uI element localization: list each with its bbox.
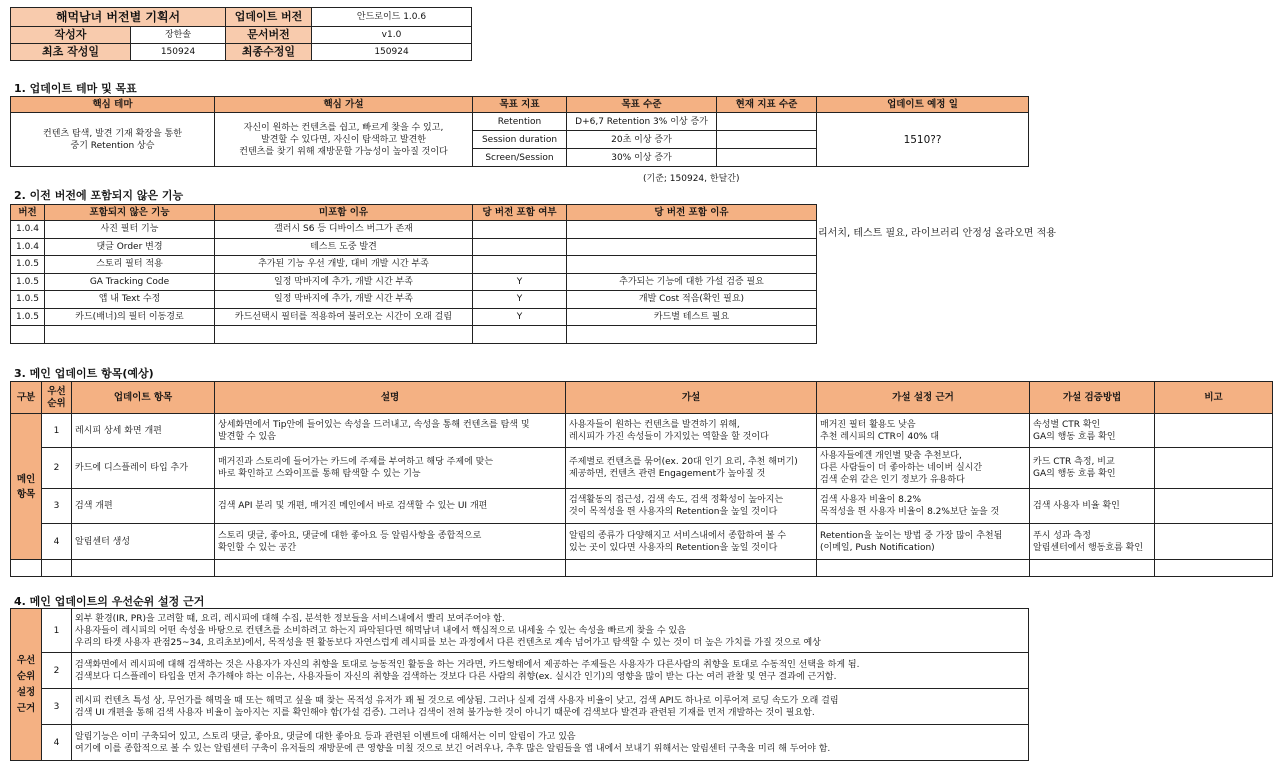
version-cell: 1.0.5 — [11, 308, 45, 326]
feature-cell: 스토리 필터 적용 — [45, 256, 215, 274]
s1-release-date: 1510?? — [817, 113, 1029, 167]
included-cell — [473, 238, 567, 256]
table-row — [11, 489, 1273, 524]
hyp-cell: 검색활동의 접근성, 검색 속도, 검색 정확성이 높아지는 것이 목적성을 띈 사용자의 Retention을 높일 것이다 — [566, 489, 817, 524]
first-date: 150924 — [131, 44, 226, 61]
s4-group-label: 우선 순위 설정 근거 — [11, 609, 42, 761]
s3-header-desc: 설명 — [215, 382, 566, 414]
priority-cell: 4 — [42, 725, 72, 761]
s1-metric-name: Screen/Session — [473, 149, 567, 167]
version-cell: 1.0.4 — [11, 238, 45, 256]
table-row — [11, 653, 1029, 689]
remark-cell — [1155, 524, 1273, 560]
basis-cell: 검색 사용자 비율이 8.2% 목적성을 띈 사용자 비율이 8.2%보단 높을 것 — [817, 489, 1030, 524]
s4-table — [10, 608, 1029, 761]
basis-cell: 매거진 필터 활용도 낮음 추천 레시피의 CTR이 40% 대 — [817, 414, 1030, 448]
remark-cell — [1155, 489, 1273, 524]
s1-header-target: 목표 수준 — [567, 97, 717, 113]
feature-cell: 사진 필터 기능 — [45, 221, 215, 239]
s1-metric-name: Retention — [473, 113, 567, 131]
basis-cell: Retention을 높이는 방법 중 가장 많이 추천됨 (이메일, Push Notification) — [817, 524, 1030, 560]
s2-side-note: 리서치, 테스트 필요, 라이브러리 안정성 올라오면 적용 — [818, 228, 1056, 239]
reason-cell: 일정 막바지에 추가, 개발 시간 부족 — [215, 273, 473, 291]
s3-header-remark: 비고 — [1155, 382, 1273, 414]
version-cell: 1.0.5 — [11, 291, 45, 309]
s3-header-verify: 가설 검증방법 — [1030, 382, 1155, 414]
reason-cell: 일정 막바지에 추가, 개발 시간 부족 — [215, 291, 473, 309]
reason-cell: 테스트 도중 발견 — [215, 238, 473, 256]
included-cell — [473, 221, 567, 239]
item-cell: 레시피 상세 화면 개편 — [72, 414, 215, 448]
author: 장한솔 — [131, 27, 226, 44]
included-cell: Y — [473, 273, 567, 291]
table-row — [11, 560, 1273, 577]
doc-version: v1.0 — [312, 27, 472, 44]
priority-cell: 2 — [42, 653, 72, 689]
desc-cell: 상세화면에서 Tip안에 들어있는 속성을 드러내고, 속성을 통해 컨텐츠를 탐색 및 발견할 수 있음 — [215, 414, 566, 448]
s2-header-include-reason: 당 버전 포함 이유 — [567, 205, 817, 221]
table-row — [11, 273, 817, 291]
desc-cell: 매거진과 스토리에 들어가는 카드에 주제를 부여하고 해당 주제에 맞는 바로 확인하고 스와이프를 통해 탐색할 수 있는 기능 — [215, 448, 566, 489]
s1-table — [10, 96, 1029, 167]
reason-cell: 카드선택시 필터를 적용하여 불러오는 시간이 오래 걸림 — [215, 308, 473, 326]
verify-cell: 카드 CTR 측정, 비교 GA의 행동 흐름 확인 — [1030, 448, 1155, 489]
priority-cell: 1 — [42, 414, 72, 448]
version-cell: 1.0.5 — [11, 256, 45, 274]
include-reason-cell: 개발 Cost 적음(확인 필요) — [567, 291, 817, 309]
doc-version-label: 문서버전 — [226, 27, 312, 44]
item-cell: 검색 개편 — [72, 489, 215, 524]
table-row — [11, 291, 817, 309]
s3-header-item: 업데이트 항목 — [72, 382, 215, 414]
basis-cell: 사용자들에겐 개인별 맞춤 추천보다, 다른 사람들이 더 좋아하는 네이버 실시간 검색 순위 같은 인기 정보가 유용하다 — [817, 448, 1030, 489]
hyp-cell: 알림의 종류가 다양해지고 서비스내에서 종합하여 볼 수 있는 곳이 있다면 사용자의 Retention을 높일 것이다 — [566, 524, 817, 560]
update-version: 안드로이드 1.0.6 — [312, 8, 472, 27]
included-cell: Y — [473, 291, 567, 309]
s3-header-hypothesis: 가설 — [566, 382, 817, 414]
rationale-cell: 외부 환경(IR, PR)을 고려할 때, 요리, 레시피에 대해 수집, 분석한 정보들을 서비스내에서 빨리 보여주어야 함. 사용자들이 레시피의 어떤 속성을 바탕으로 컨텐츠를 소비하려고 하는지 파악된다면 해먹남녀 내에서 핵심적으로 내세울 수 있는 속성을 빠르게 찾을 수 있음 우리의 타겟 사용자 관점25~34, 요리초보)에서, 목적성을 띈 활동보다 자연스럽게 레시피를 보는 과정에서 다른 컨텐츠로 계속 넘어가고 탐색할 수 있는 것이 더 높은 가치를 가질 것으로 예상 — [72, 609, 1029, 653]
hyp-cell: 주제별로 컨텐츠를 묶어(ex. 20대 인기 요리, 추천 해머기) 제공하면, 컨텐츠 관련 Engagement가 높아질 것 — [566, 448, 817, 489]
section3-title: 3. 메인 업데이트 항목(예상) — [14, 367, 154, 380]
remark-cell — [1155, 448, 1273, 489]
s1-theme: 컨텐츠 탐색, 발견 기재 확장을 통한 중기 Retention 상승 — [11, 113, 215, 167]
s2-header-feature: 포함되지 않은 기능 — [45, 205, 215, 221]
priority-cell: 2 — [42, 448, 72, 489]
s3-table — [10, 381, 1273, 577]
verify-cell: 검색 사용자 비율 확인 — [1030, 489, 1155, 524]
table-row — [11, 326, 817, 344]
s1-header-release: 업데이트 예정 일 — [817, 97, 1029, 113]
priority-cell: 1 — [42, 609, 72, 653]
priority-cell: 3 — [42, 489, 72, 524]
rationale-cell: 검색화면에서 레시피에 대해 검색하는 것은 사용자가 자신의 취향을 토대로 능동적인 활동을 하는 거라면, 카드형태에서 제공하는 주제들은 사용자가 다른사람의 취향을 토대로 수동적인 선택을 하게 됨. 검색보다 디스플레이 타입을 먼저 추가해야 하는 이유는, 사용자들이 자신의 취향을 검색하는 것보다 다른 사람의 취향(ex. 실시간 인기)의 영향을 많이 받는 다는 여러 관찰 및 연구 결과에 근거함. — [72, 653, 1029, 689]
table-row — [11, 609, 1029, 653]
section1-title: 1. 업데이트 테마 및 목표 — [14, 82, 137, 95]
update-version-label: 업데이트 버전 — [226, 8, 312, 27]
table-row — [11, 221, 817, 239]
include-reason-cell — [567, 221, 817, 239]
author-label: 작성자 — [11, 27, 131, 44]
table-row — [11, 689, 1029, 725]
feature-cell: GA Tracking Code — [45, 273, 215, 291]
rationale-cell: 알림기능은 이미 구축되어 있고, 스토리 댓글, 좋아요, 댓글에 대한 좋아요 등과 관련된 이벤트에 대해서는 이미 알림이 가고 있음 여기에 이를 종합적으로 볼 수 있는 알림센터 구축이 유저들의 재방문에 큰 영향을 미칠 것으로 보긴 어려우나, 추후 많은 알림들을 앱 내에서 보내기 위해서는 알림센터 구축을 미리 해 두어야 함. — [72, 725, 1029, 761]
version-cell: 1.0.5 — [11, 273, 45, 291]
feature-cell: 댓글 Order 변경 — [45, 238, 215, 256]
s1-metric-target: 30% 이상 증가 — [567, 149, 717, 167]
item-cell: 알림센터 생성 — [72, 524, 215, 560]
s1-header-current: 현재 지표 수준 — [717, 97, 817, 113]
priority-cell: 3 — [42, 689, 72, 725]
s1-metric-target: D+6,7 Retention 3% 이상 증가 — [567, 113, 717, 131]
last-date-label: 최종수정일 — [226, 44, 312, 61]
hyp-cell: 사용자들이 원하는 컨텐츠를 발견하기 위해, 레시피가 가진 속성들이 가지있는 역할을 할 것이다 — [566, 414, 817, 448]
feature-cell: 카드(배너)의 필터 이동경로 — [45, 308, 215, 326]
desc-cell: 검색 API 분리 및 개편, 매거진 메인에서 바로 검색할 수 있는 UI 개편 — [215, 489, 566, 524]
s2-header-included: 당 버전 포함 여부 — [473, 205, 567, 221]
s1-metric-current — [717, 149, 817, 167]
s2-table — [10, 204, 817, 344]
s3-header-group: 구분 — [11, 382, 42, 414]
first-date-label: 최초 작성일 — [11, 44, 131, 61]
priority-cell: 4 — [42, 524, 72, 560]
reason-cell: 추가된 기능 우선 개발, 대비 개발 시간 부족 — [215, 256, 473, 274]
last-date: 150924 — [312, 44, 472, 61]
s1-metric-current — [717, 113, 817, 131]
s3-header-priority: 우선 순위 — [42, 382, 72, 414]
include-reason-cell: 추가되는 기능에 대한 가설 검증 필요 — [567, 273, 817, 291]
include-reason-cell — [567, 238, 817, 256]
table-row — [11, 448, 1273, 489]
s1-metric-name: Session duration — [473, 131, 567, 149]
s2-header-version: 버전 — [11, 205, 45, 221]
table-row — [11, 524, 1273, 560]
s3-header-basis: 가설 설정 근거 — [817, 382, 1030, 414]
section2-title: 2. 이전 버전에 포함되지 않은 기능 — [14, 189, 184, 202]
section4-title: 4. 메인 업데이트의 우선순위 설정 근거 — [14, 595, 205, 608]
verify-cell: 속성별 CTR 확인 GA의 행동 흐름 확인 — [1030, 414, 1155, 448]
doc-title: 해먹남녀 버전별 기획서 — [11, 8, 226, 27]
s1-metric-target: 20초 이상 증가 — [567, 131, 717, 149]
rationale-cell: 레시피 컨텐츠 특성 상, 무언가를 해먹을 때 또는 해먹고 싶을 때 찾는 목적성 유저가 꽤 될 것으로 예상됨. 그러나 실제 검색 사용자 비율이 낮고, 검색 API도 하나로 이루어져 로딩 속도가 오래 걸림 검색 UI 개편을 통해 검색 사용자 비율이 높아지는 지를 확인해야 함(가설 검증). 그러나 검색이 전혀 불가능한 것이 아니기 때문에 검색보다 발견과 관련된 기재를 먼저 개발하는 것이 필요함. — [72, 689, 1029, 725]
s1-header-metric: 목표 지표 — [473, 97, 567, 113]
include-reason-cell — [567, 256, 817, 274]
s1-metric-current — [717, 131, 817, 149]
item-cell: 카드에 디스플레이 타입 추가 — [72, 448, 215, 489]
s3-group-label: 메인 항목 — [11, 414, 42, 560]
included-cell — [473, 256, 567, 274]
header-table — [10, 7, 472, 61]
table-row — [11, 256, 817, 274]
version-cell: 1.0.4 — [11, 221, 45, 239]
s1-header-theme: 핵심 테마 — [11, 97, 215, 113]
include-reason-cell: 카드별 테스트 필요 — [567, 308, 817, 326]
table-row — [11, 308, 817, 326]
remark-cell — [1155, 414, 1273, 448]
s1-note: (기준; 150924, 한달간) — [643, 174, 740, 184]
verify-cell: 푸시 성과 측정 알림센터에서 행동흐름 확인 — [1030, 524, 1155, 560]
s2-header-reason: 미포함 이유 — [215, 205, 473, 221]
table-row — [11, 414, 1273, 448]
table-row — [11, 238, 817, 256]
s1-hypothesis: 자신이 원하는 컨텐츠를 쉽고, 빠르게 찾을 수 있고, 발견할 수 있다면, 자신이 탐색하고 발견한 컨텐츠를 찾기 위해 재방문할 가능성이 높아질 것이다 — [215, 113, 473, 167]
feature-cell: 앱 내 Text 수정 — [45, 291, 215, 309]
reason-cell: 갤러시 S6 등 디바이스 버그가 존재 — [215, 221, 473, 239]
included-cell: Y — [473, 308, 567, 326]
table-row — [11, 725, 1029, 761]
desc-cell: 스토리 댓글, 좋아요, 댓글에 대한 좋아요 등 알림사항을 종합적으로 확인할 수 있는 공간 — [215, 524, 566, 560]
s1-header-hypothesis: 핵심 가설 — [215, 97, 473, 113]
